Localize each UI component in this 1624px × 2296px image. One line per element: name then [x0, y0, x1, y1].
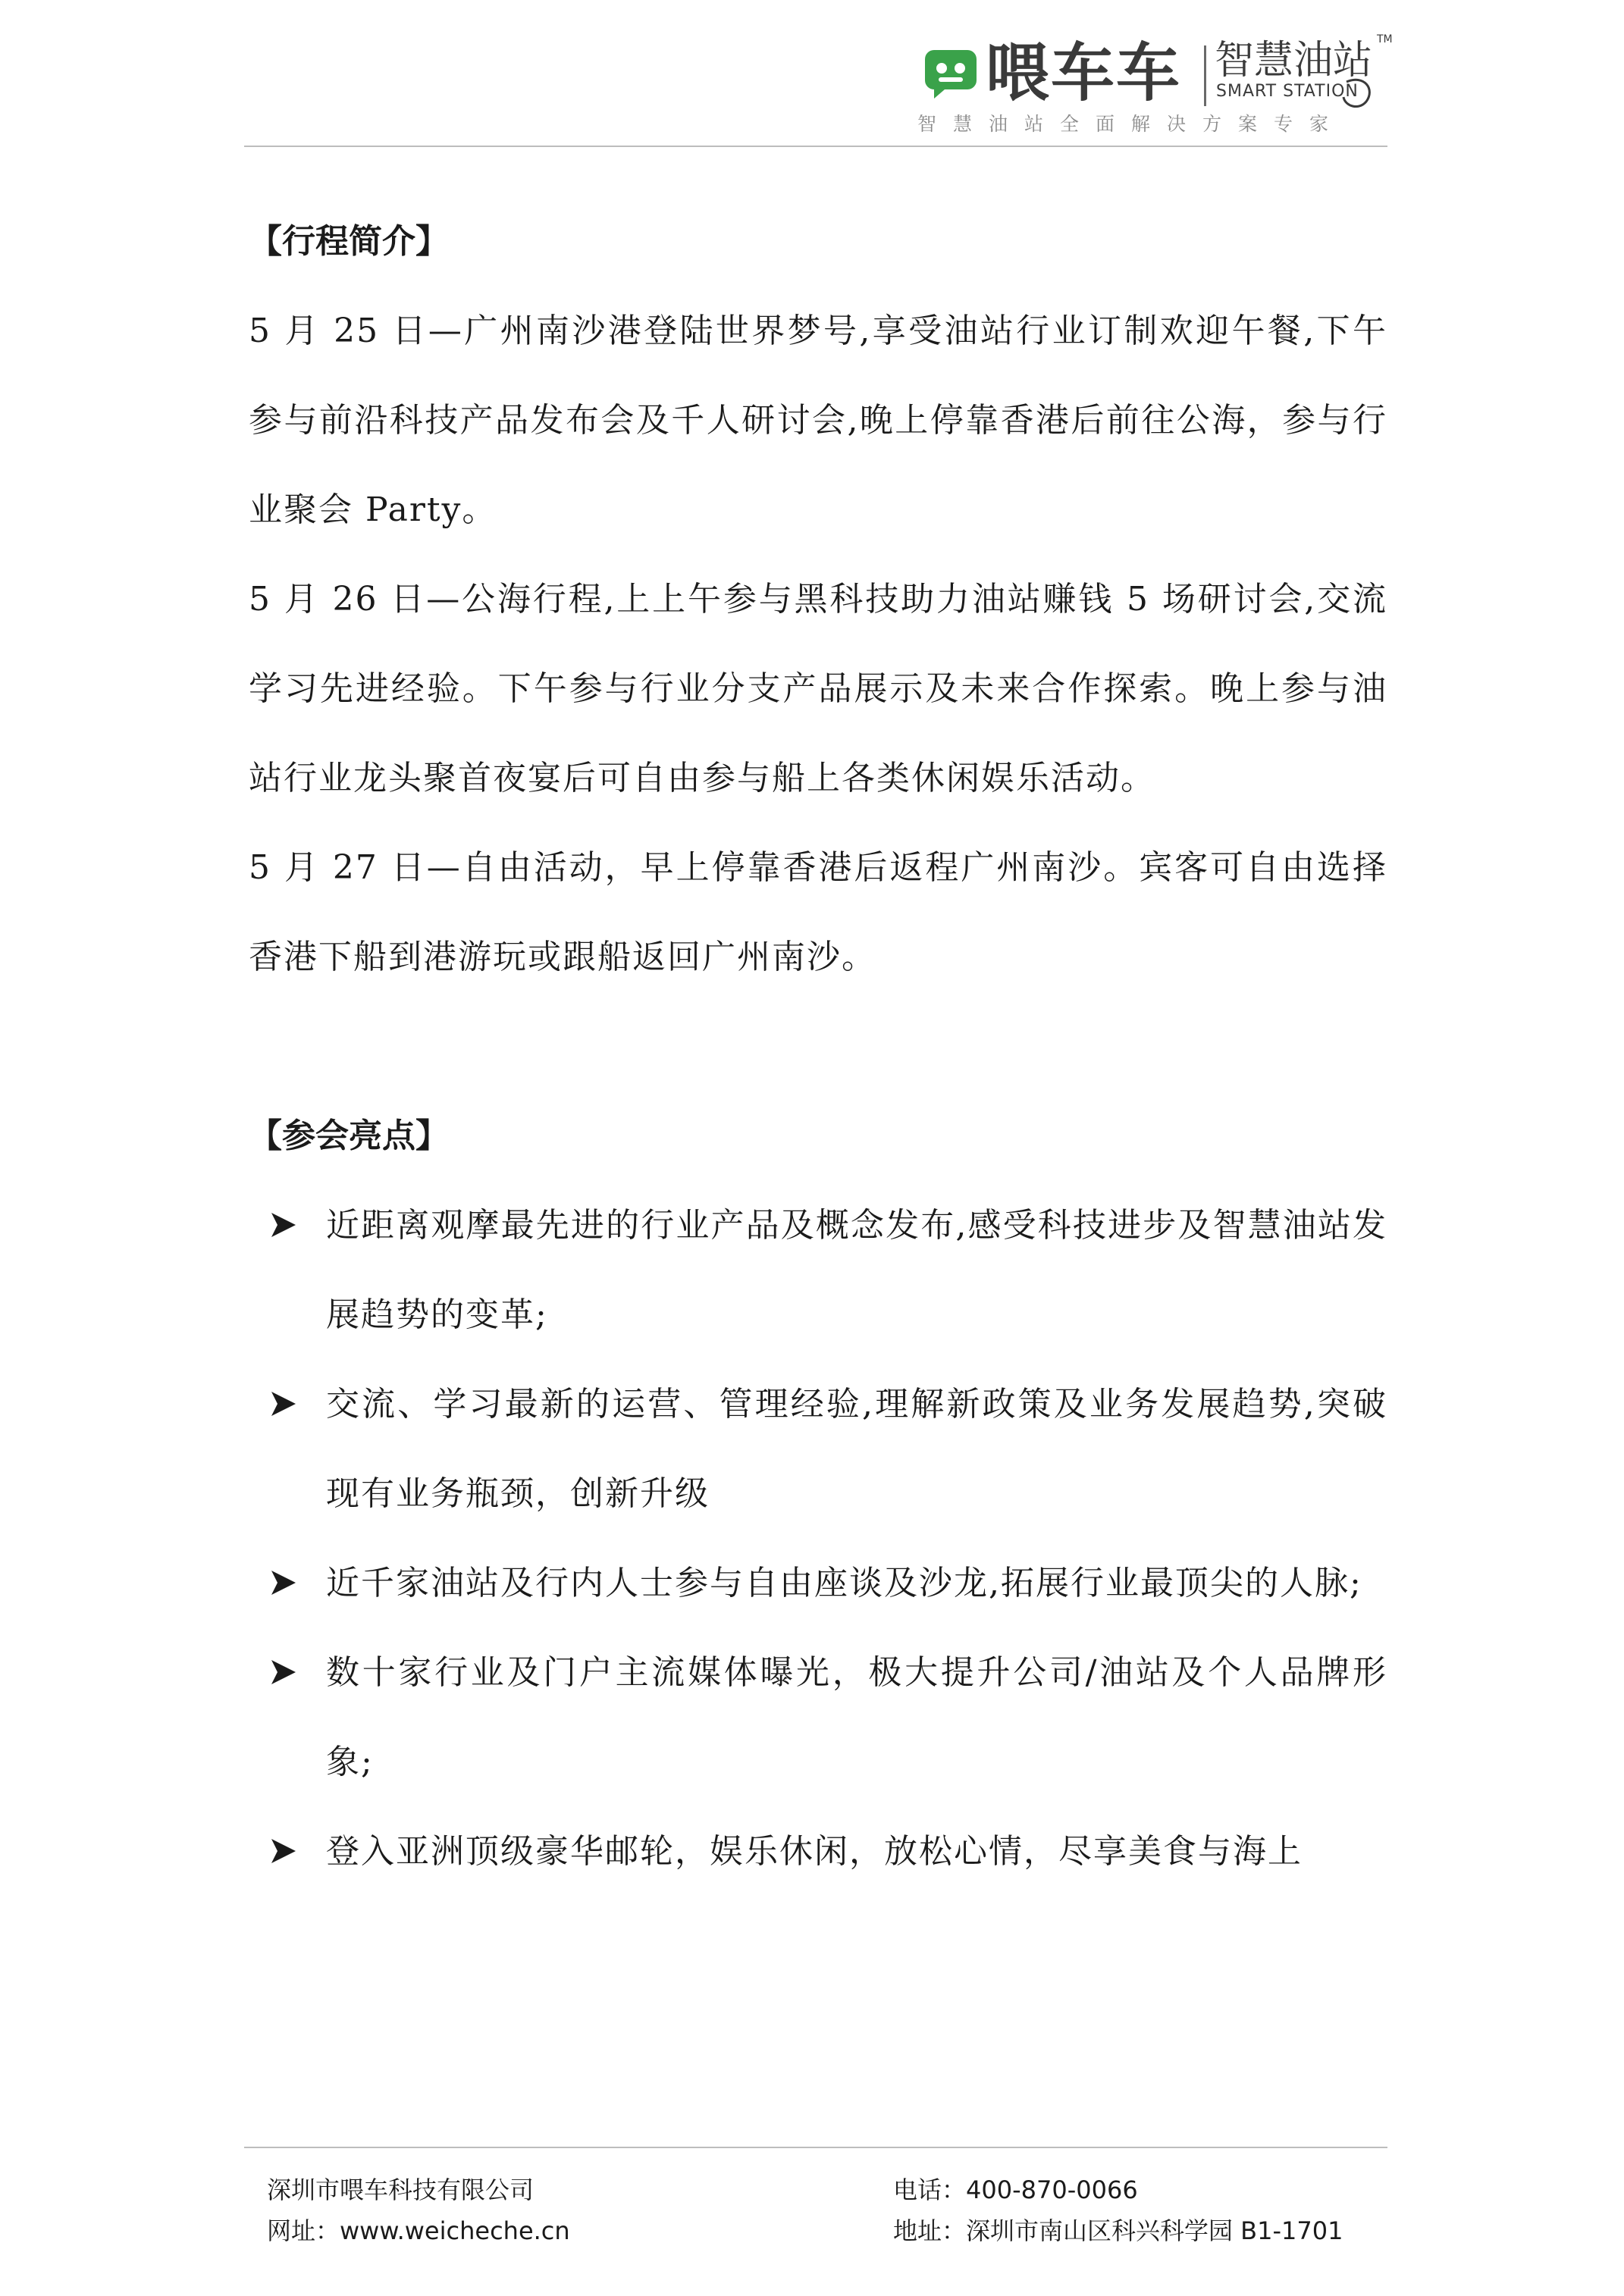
arrow-bullet-icon — [268, 1210, 299, 1240]
company-website: 网址：www.weicheche.cn — [267, 2216, 570, 2245]
arrow-bullet-icon — [268, 1657, 299, 1687]
footer-left-column — [267, 2169, 873, 2251]
brand-sub-english: SMART STATION — [1216, 82, 1359, 101]
list-item — [249, 1539, 1387, 1628]
list-item — [249, 1628, 1387, 1807]
arrow-bullet-icon — [268, 1389, 299, 1419]
highlights-list — [249, 1181, 1387, 1897]
arrow-bullet-icon — [268, 1836, 299, 1866]
logo-divider — [1204, 45, 1206, 106]
page-header — [244, 30, 1393, 144]
section-spacer — [249, 1002, 1387, 1092]
swirl-icon — [1339, 73, 1377, 111]
company-name: 深圳市喂车科技有限公司 — [267, 2175, 535, 2204]
brand-name: 喂车车 — [986, 36, 1182, 110]
list-item — [249, 1360, 1387, 1539]
brand-sub-name: 智慧油站 — [1215, 38, 1373, 83]
itinerary-day-3: 5 月 27 日—自由活动，早上停靠香港后返程广州南沙。宾客可自由选择香港下船到港游玩或跟船返回广州南沙。 — [249, 848, 1387, 976]
brand-tagline: 智慧油站全面解决方案专家 — [917, 113, 1346, 135]
highlight-text: 登入亚洲顶级豪华邮轮，娱乐休闲，放松心情，尽享美食与海上 — [326, 1832, 1303, 1871]
arrow-bullet-icon — [268, 1568, 299, 1598]
list-item — [249, 1181, 1387, 1360]
company-phone: 电话：400-870-0066 — [893, 2175, 1138, 2204]
trademark-mark: TM — [1377, 33, 1393, 45]
highlight-text: 近距离观摩最先进的行业产品及概念发布,感受科技进步及智慧油站发展趋势的变革; — [326, 1206, 1387, 1334]
highlights-heading: 【参会亮点】 — [249, 1117, 449, 1155]
document-body — [249, 197, 1387, 1897]
highlight-text: 交流、学习最新的运营、管理经验,理解新政策及业务发展趋势,突破现有业务瓶颈，创新升级 — [326, 1385, 1387, 1513]
highlight-text: 近千家油站及行内人士参与自由座谈及沙龙,拓展行业最顶尖的人脉; — [326, 1564, 1362, 1602]
highlight-text: 数十家行业及门户主流媒体曝光，极大提升公司/油站及个人品牌形象; — [326, 1653, 1387, 1781]
footer-right-column — [893, 2169, 1386, 2251]
header-divider — [244, 146, 1387, 147]
weicheche-logo-icon — [923, 45, 978, 100]
company-logo — [917, 30, 1393, 144]
itinerary-heading: 【行程简介】 — [249, 222, 449, 261]
itinerary-day-1: 5 月 25 日—广州南沙港登陆世界梦号,享受油站行业订制欢迎午餐,下午参与前沿科技产品发布会及千人研讨会,晚上停靠香港后前往公海，参与行业聚会 Party。 — [249, 312, 1387, 529]
itinerary-day-2: 5 月 26 日—公海行程,上上午参与黑科技助力油站赚钱 5 场研讨会,交流学习先进经验。下午参与行业分支产品展示及未来合作探索。晚上参与油站行业龙头聚首夜宴后可自由参与船上各类休闲娱乐活动。 — [249, 580, 1387, 797]
footer-divider — [244, 2147, 1387, 2148]
list-item — [249, 1807, 1387, 1897]
company-address: 地址：深圳市南山区科兴科学园 B1-1701 — [893, 2216, 1343, 2245]
